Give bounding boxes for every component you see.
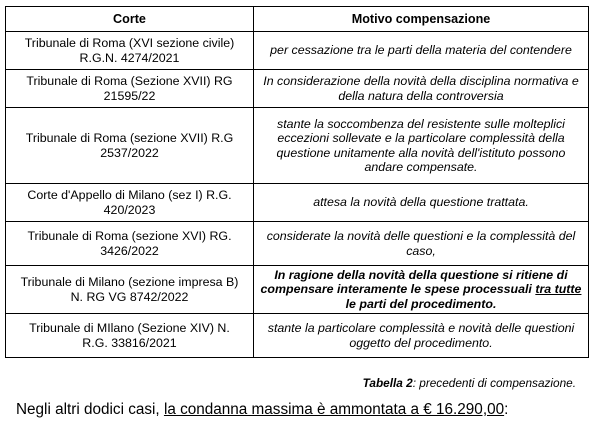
table-caption <box>363 376 576 390</box>
text-line: stante la particolare complessità e novità delle questioni <box>267 321 575 335</box>
text-line: andare compensate. <box>364 160 478 174</box>
paragraph-underlined: la condanna massima è ammontata a € 16.290,00 <box>163 401 505 418</box>
text-line: Tribunale di Roma (XVI sezione civile) <box>24 36 235 50</box>
motivo-cell <box>254 314 589 358</box>
text-line: Tribunale di Roma (sezione XVI) RG. <box>27 229 232 243</box>
paragraph-prefix: Negli altri dodici casi, <box>16 401 164 418</box>
text-line: Tribunale di Milano (sezione impresa B) <box>20 275 239 289</box>
corte-cell <box>6 222 254 266</box>
motivo-cell <box>254 108 589 184</box>
text-line: Tribunale di Roma (Sezione XVII) RG <box>26 74 233 88</box>
body-paragraph <box>16 401 508 419</box>
text-line: 21595/22 <box>103 88 156 103</box>
table-row <box>6 314 589 358</box>
text-line: R.G. 33816/2021 <box>82 335 177 350</box>
table-row <box>6 108 589 184</box>
text-line: Corte d'Appello di Milano (sez I) R.G. <box>27 188 232 202</box>
text-line: eccezioni sollevate e la particolare complessità della <box>277 131 565 145</box>
text-line: Tribunale di MIlano (Sezione XIV) N. <box>29 321 230 335</box>
caption-label: Tabella 2 <box>362 376 413 390</box>
precedents-table <box>5 6 589 358</box>
corte-cell <box>6 266 254 314</box>
table-row <box>6 70 589 108</box>
text-line: 3426/2022 <box>100 243 159 258</box>
corte-cell <box>6 314 254 358</box>
text-line: per cessazione tra le parti della materia del contendere <box>270 43 572 58</box>
corte-cell <box>6 70 254 108</box>
paragraph-suffix: : <box>504 401 509 418</box>
text-line: della natura della controversia <box>338 88 504 103</box>
motivo-cell <box>254 222 589 266</box>
underlined-text: tra tutte <box>535 282 582 297</box>
text-line: attesa la novità della questione trattata. <box>313 195 529 210</box>
motivo-cell <box>254 70 589 108</box>
corte-cell <box>6 184 254 222</box>
text-line: Tribunale di Roma (sezione XVII) R.G <box>25 131 234 145</box>
table-row <box>6 266 589 314</box>
motivo-cell <box>254 184 589 222</box>
text-line: oggetto del procedimento. <box>349 335 493 350</box>
text-line: caso, <box>406 243 436 258</box>
table-row <box>6 32 589 70</box>
header-motivo: Motivo compensazione <box>254 7 589 32</box>
text-line: R.G.N. 4274/2021 <box>79 50 180 65</box>
header-corte: Corte <box>6 7 254 32</box>
motivo-cell <box>254 266 589 314</box>
corte-cell <box>6 108 254 184</box>
text-line: In considerazione della novità della disciplina normativa e <box>263 74 579 88</box>
motivo-cell <box>254 32 589 70</box>
text-line: 420/2023 <box>103 202 156 217</box>
table-row <box>6 222 589 266</box>
text-line: considerate la novità delle questioni e la complessità del <box>266 229 576 243</box>
caption-text: : precedenti di compensazione. <box>412 376 576 390</box>
text-line: questione unitamente alla novità dell'istituto possono <box>276 145 566 160</box>
text-line: In ragione della novità della questione si ritiene di <box>274 267 568 282</box>
text-line: stante la soccombenza del resistente sulle molteplici <box>277 116 565 131</box>
table-header-row <box>6 7 589 32</box>
text-line: 2537/2022 <box>100 145 159 160</box>
table-row <box>6 184 589 222</box>
text-line: compensare interamente le spese processuali <box>260 282 536 297</box>
text-line: N. RG VG 8742/2022 <box>70 289 189 304</box>
text-line: le parti del procedimento. <box>345 296 497 311</box>
corte-cell <box>6 32 254 70</box>
